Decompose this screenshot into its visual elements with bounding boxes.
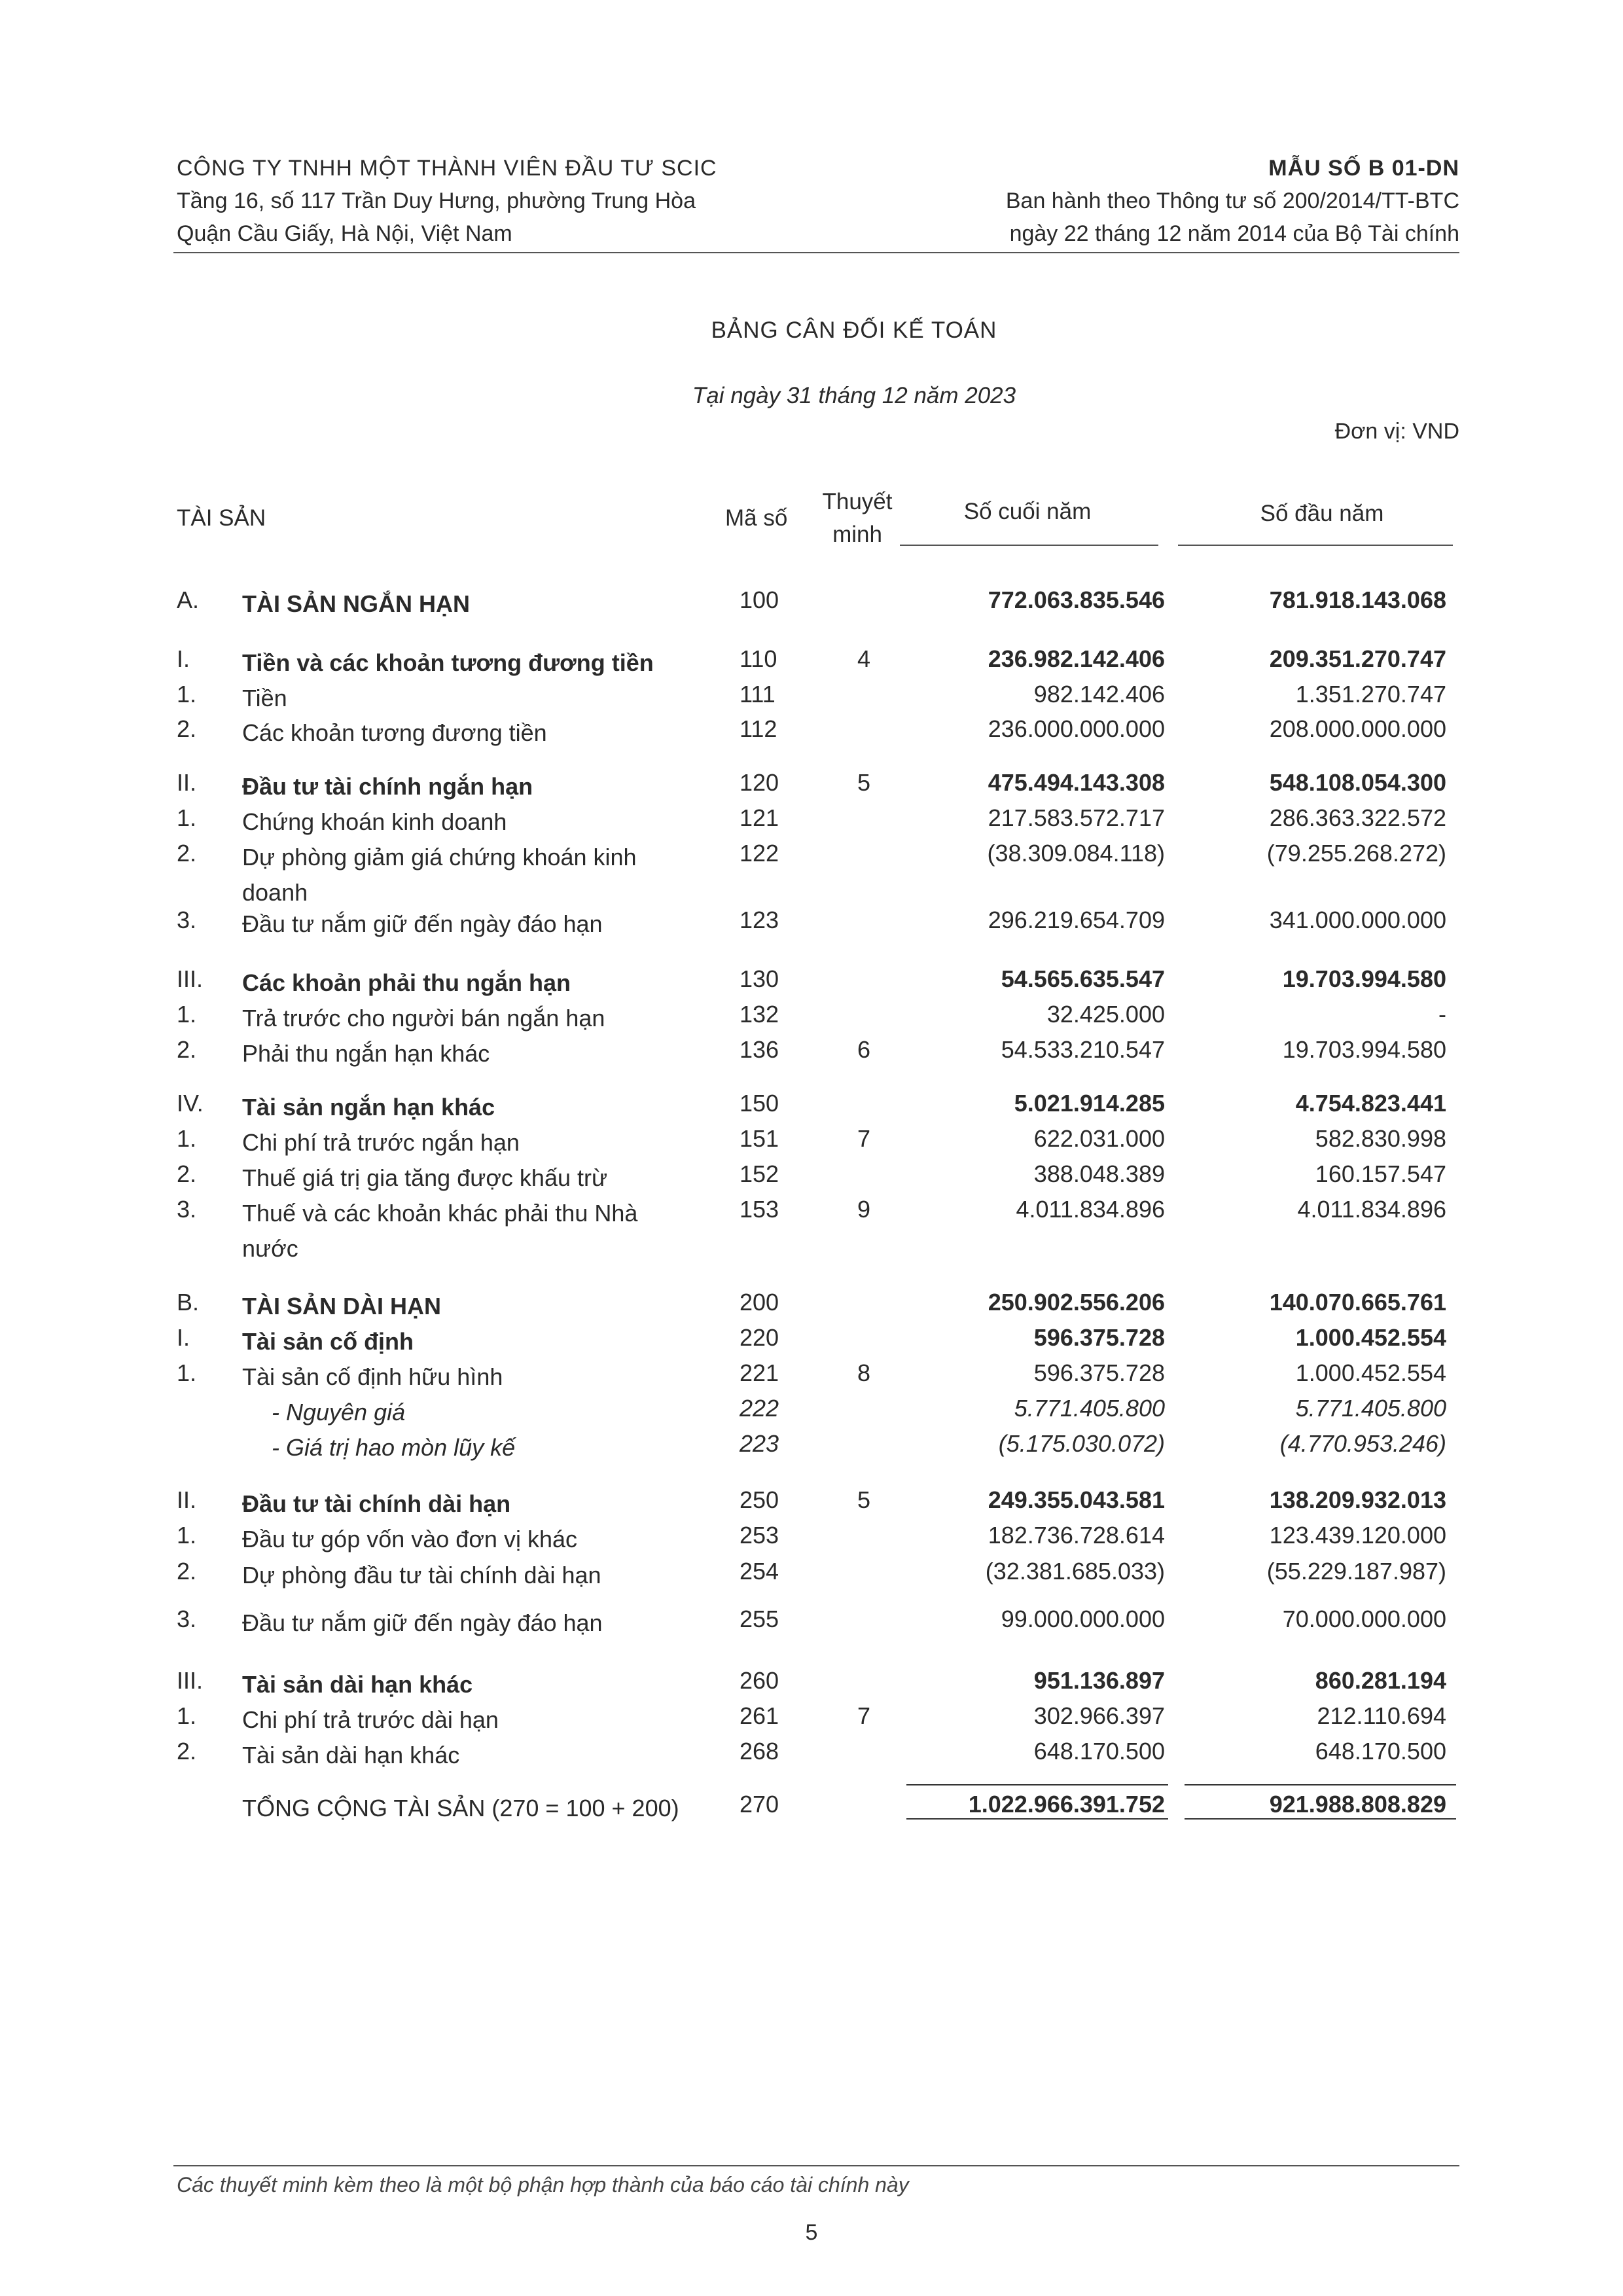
row-code: 121 [740, 804, 779, 831]
document-date: Tại ngày 31 tháng 12 năm 2023 [692, 383, 1016, 408]
row-year-end-value: 596.375.728 [1033, 1359, 1165, 1386]
row-year-start-value: 212.110.694 [1317, 1702, 1446, 1729]
row-year-start-value: 19.703.994.580 [1282, 1036, 1446, 1063]
row-label: Các khoản tương đương tiền [242, 719, 547, 746]
row-year-start-value: 860.281.194 [1315, 1667, 1446, 1694]
row-year-end-value: 475.494.143.308 [988, 769, 1165, 796]
row-code: 122 [740, 840, 779, 867]
row-year-end-value: 302.966.397 [1033, 1702, 1165, 1729]
row-number: 2. [177, 1160, 197, 1187]
row-code: 112 [740, 715, 777, 742]
row-year-end-value: 388.048.389 [1033, 1160, 1165, 1187]
company-address-line-1: Tầng 16, số 117 Trần Duy Hưng, phường Trung Hòa [177, 188, 696, 213]
row-year-end-value: 99.000.000.000 [1001, 1605, 1165, 1632]
row-year-end-value: 4.011.834.896 [1016, 1196, 1165, 1223]
row-number: 3. [177, 906, 197, 933]
row-year-end-value: 951.136.897 [1033, 1667, 1165, 1694]
row-number: A. [177, 586, 200, 613]
row-label: Thuế giá trị gia tăng được khấu trừ [242, 1164, 608, 1191]
row-number: II. [177, 1486, 197, 1513]
row-code: 136 [740, 1036, 779, 1063]
page-number: 5 [805, 2220, 818, 2245]
form-number: MẪU SỐ B 01-DN [1268, 156, 1459, 181]
row-number: IV. [177, 1090, 204, 1117]
row-year-start-value: 1.351.270.747 [1295, 681, 1446, 708]
row-year-start-value: (4.770.953.246) [1279, 1430, 1446, 1457]
footer-divider [173, 2165, 1459, 2166]
row-note: 7 [857, 1702, 871, 1729]
row-year-start-value: 648.170.500 [1315, 1738, 1446, 1765]
row-label: TÀI SẢN NGẮN HẠN [242, 590, 470, 617]
row-year-end-value: 182.736.728.614 [988, 1522, 1165, 1549]
row-number: B. [177, 1289, 200, 1316]
row-year-end-value: 772.063.835.546 [988, 586, 1165, 613]
row-number: 3. [177, 1196, 197, 1223]
row-label: Trả trước cho người bán ngắn hạn [242, 1005, 605, 1031]
row-year-start-value: 341.000.000.000 [1269, 906, 1446, 933]
row-year-start-value: 140.070.665.761 [1269, 1289, 1446, 1316]
row-year-start-value: 1.000.452.554 [1295, 1359, 1446, 1386]
row-number: 1. [177, 1125, 197, 1152]
column-header-year-start: Số đầu năm [1260, 501, 1384, 526]
total-year-start-top-rule [1185, 1784, 1456, 1785]
row-label: TỔNG CỘNG TÀI SẢN (270 = 100 + 200) [242, 1795, 679, 1821]
row-year-start-value: 4.754.823.441 [1295, 1090, 1446, 1117]
issued-by-line-1: Ban hành theo Thông tư số 200/2014/TT-BTC [1005, 188, 1459, 213]
row-year-end-value: 1.022.966.391.752 [968, 1791, 1165, 1818]
row-year-start-value: 208.000.000.000 [1269, 715, 1446, 742]
row-label: Dự phòng giảm giá chứng khoán kinh doanh [242, 844, 637, 906]
row-code: 130 [740, 965, 779, 992]
company-block [177, 152, 717, 250]
row-year-start-value: 209.351.270.747 [1269, 645, 1446, 672]
row-number: 1. [177, 681, 197, 708]
row-code: 220 [740, 1324, 779, 1351]
row-code: 254 [740, 1558, 779, 1585]
row-year-end-value: 250.902.556.206 [988, 1289, 1165, 1316]
row-year-start-value: 123.439.120.000 [1269, 1522, 1446, 1549]
row-label: Đầu tư tài chính ngắn hạn [242, 773, 533, 800]
row-code: 153 [740, 1196, 779, 1223]
column-header-year-start-underline [1178, 545, 1453, 546]
row-year-end-value: 5.021.914.285 [1014, 1090, 1165, 1117]
column-header-code: Mã số [725, 505, 788, 531]
row-year-start-value: 1.000.452.554 [1295, 1324, 1446, 1351]
row-year-end-value: 622.031.000 [1033, 1125, 1165, 1152]
row-label: Đầu tư nắm giữ đến ngày đáo hạn [242, 910, 603, 937]
row-year-start-value: 138.209.932.013 [1269, 1486, 1446, 1513]
row-year-end-value: 5.771.405.800 [1014, 1395, 1165, 1422]
row-note: 9 [857, 1196, 871, 1223]
row-year-end-value: (5.175.030.072) [998, 1430, 1165, 1457]
row-year-start-value: (55.229.187.987) [1266, 1558, 1446, 1585]
row-code: 261 [740, 1702, 779, 1729]
row-note: 4 [857, 645, 871, 672]
row-year-end-value: 217.583.572.717 [988, 804, 1165, 831]
document-title: BẢNG CÂN ĐỐI KẾ TOÁN [711, 317, 997, 343]
row-year-start-value: 70.000.000.000 [1282, 1605, 1446, 1632]
row-number: 3. [177, 1605, 197, 1632]
column-header-year-end-underline [900, 545, 1158, 546]
row-year-start-value: 781.918.143.068 [1269, 586, 1446, 613]
row-year-end-value: 54.565.635.547 [1001, 965, 1165, 992]
row-code: 268 [740, 1738, 779, 1765]
row-year-end-value: 296.219.654.709 [988, 906, 1165, 933]
row-label: Tiền và các khoản tương đương tiền [242, 649, 654, 676]
row-label: Đầu tư tài chính dài hạn [242, 1490, 511, 1517]
row-year-start-value: - [1438, 1001, 1446, 1028]
row-year-start-value: 548.108.054.300 [1269, 769, 1446, 796]
row-label: Chi phí trả trước ngắn hạn [242, 1129, 520, 1156]
row-year-end-value: 982.142.406 [1033, 681, 1165, 708]
row-year-end-value: (38.309.084.118) [987, 840, 1165, 867]
row-number: 2. [177, 715, 197, 742]
row-note: 5 [857, 769, 871, 796]
row-code: 221 [740, 1359, 779, 1386]
row-number: 2. [177, 1036, 197, 1063]
row-number: 2. [177, 840, 197, 867]
row-code: 270 [740, 1791, 779, 1818]
row-code: 151 [740, 1125, 779, 1152]
row-year-start-value: 160.157.547 [1315, 1160, 1446, 1187]
row-year-start-value: 19.703.994.580 [1282, 965, 1446, 992]
row-year-start-value: (79.255.268.272) [1266, 840, 1446, 867]
row-code: 110 [740, 645, 777, 672]
row-number: 1. [177, 804, 197, 831]
row-code: 255 [740, 1605, 779, 1632]
company-name: CÔNG TY TNHH MỘT THÀNH VIÊN ĐẦU TƯ SCIC [177, 156, 717, 181]
row-code: 222 [740, 1395, 779, 1422]
column-header-note-line-1: Thuyết [822, 489, 893, 514]
row-year-end-value: 236.982.142.406 [988, 645, 1165, 672]
row-label: TÀI SẢN DÀI HẠN [242, 1293, 441, 1319]
row-number: III. [177, 965, 204, 992]
row-code: 260 [740, 1667, 779, 1694]
column-header-year-end: Số cuối năm [963, 499, 1092, 524]
row-label: Tài sản ngắn hạn khác [242, 1094, 495, 1121]
column-header-assets: TÀI SẢN [177, 505, 266, 531]
row-label: Tài sản dài hạn khác [242, 1671, 473, 1698]
column-header-note [812, 486, 903, 551]
row-number: 2. [177, 1558, 197, 1585]
total-year-start-bottom-rule [1185, 1818, 1456, 1820]
row-code: 123 [740, 906, 779, 933]
total-year-end-bottom-rule [906, 1818, 1168, 1820]
row-year-start-value: 4.011.834.896 [1297, 1196, 1446, 1223]
form-reference-block [1006, 152, 1459, 250]
row-note: 6 [857, 1036, 871, 1063]
row-year-end-value: 54.533.210.547 [1001, 1036, 1165, 1063]
column-header-note-line-2: minh [832, 522, 882, 547]
row-year-start-value: 921.988.808.829 [1269, 1791, 1446, 1818]
row-label: Các khoản phải thu ngắn hạn [242, 969, 571, 996]
row-code: 120 [740, 769, 779, 796]
row-year-start-value: 5.771.405.800 [1295, 1395, 1446, 1422]
row-label: Chứng khoán kinh doanh [242, 808, 507, 835]
row-label: - Nguyên giá [272, 1399, 406, 1426]
row-year-end-value: 236.000.000.000 [988, 715, 1165, 742]
row-number: II. [177, 769, 197, 796]
row-code: 132 [740, 1001, 779, 1028]
header-divider [173, 252, 1459, 253]
total-year-end-top-rule [906, 1784, 1168, 1785]
row-code: 253 [740, 1522, 779, 1549]
row-number: 1. [177, 1522, 197, 1549]
row-code: 250 [740, 1486, 779, 1513]
row-label: Tài sản cố định [242, 1328, 414, 1355]
row-number: III. [177, 1667, 204, 1694]
company-address-line-2: Quận Cầu Giấy, Hà Nội, Việt Nam [177, 221, 512, 246]
row-code: 150 [740, 1090, 779, 1117]
row-label: Đầu tư góp vốn vào đơn vị khác [242, 1526, 577, 1552]
row-label: Tài sản dài hạn khác [242, 1742, 460, 1768]
row-number: I. [177, 1324, 190, 1351]
currency-unit: Đơn vị: VND [1334, 419, 1459, 444]
row-label: - Giá trị hao mòn lũy kế [272, 1434, 516, 1461]
row-label: Phải thu ngắn hạn khác [242, 1040, 490, 1067]
issued-by-line-2: ngày 22 tháng 12 năm 2014 của Bộ Tài chính [1009, 221, 1459, 246]
footer-note: Các thuyết minh kèm theo là một bộ phận hợp thành của báo cáo tài chính này [177, 2173, 909, 2197]
row-year-start-value: 286.363.322.572 [1269, 804, 1446, 831]
row-year-end-value: 32.425.000 [1046, 1001, 1165, 1028]
row-note: 5 [857, 1486, 871, 1513]
row-year-end-value: (32.381.685.033) [985, 1558, 1165, 1585]
row-number: 1. [177, 1001, 197, 1028]
row-code: 111 [740, 681, 776, 708]
row-number: 1. [177, 1359, 197, 1386]
row-code: 100 [740, 586, 779, 613]
row-label: Thuế và các khoản khác phải thu Nhà nước [242, 1200, 638, 1262]
row-code: 152 [740, 1160, 779, 1187]
row-number: 2. [177, 1738, 197, 1765]
row-note: 7 [857, 1125, 871, 1152]
row-year-end-value: 249.355.043.581 [988, 1486, 1165, 1513]
row-note: 8 [857, 1359, 871, 1386]
row-number: 1. [177, 1702, 197, 1729]
row-code: 223 [740, 1430, 779, 1457]
row-code: 200 [740, 1289, 779, 1316]
row-label: Dự phòng đầu tư tài chính dài hạn [242, 1562, 601, 1588]
row-label: Tài sản cố định hữu hình [242, 1363, 503, 1390]
row-label: Tiền [242, 685, 287, 711]
row-year-end-value: 596.375.728 [1033, 1324, 1165, 1351]
row-year-end-value: 648.170.500 [1033, 1738, 1165, 1765]
row-label: Chi phí trả trước dài hạn [242, 1706, 499, 1733]
row-number: I. [177, 645, 190, 672]
row-label: Đầu tư nắm giữ đến ngày đáo hạn [242, 1609, 603, 1636]
row-year-start-value: 582.830.998 [1315, 1125, 1446, 1152]
